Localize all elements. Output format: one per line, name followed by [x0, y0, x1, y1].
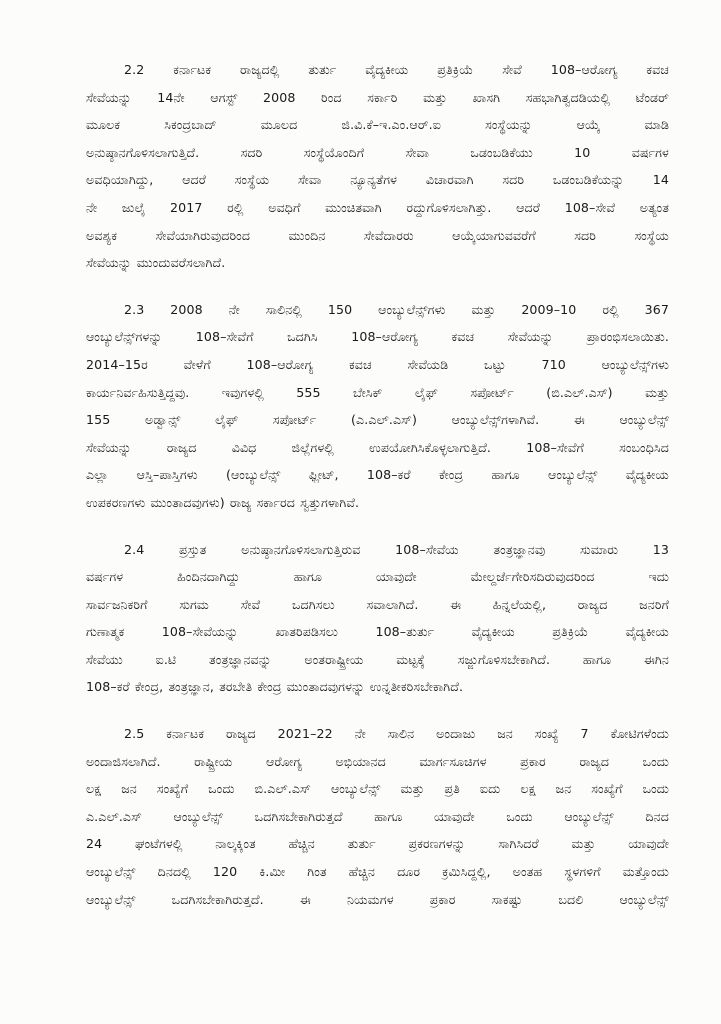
- text-line: ಸೇವೆಯು ಐ.ಟಿ ತಂತ್ರಜ್ಞಾನವನ್ನು ಅಂತರಾಷ್ಟ್ರೀಯ ಮಟ್ಟಕ್ಕೆ ಸಜ್ಜುಗೊಳಿಸಬೇಕಾಗಿದೆ. ಹಾಗೂ ಈಗಿನ: [86, 651, 669, 667]
- text-line: 108–ಕರೆ ಕೇಂದ್ರ, ತಂತ್ರಜ್ಞಾನ, ತರಬೇತಿ ಕೇಂದ್ರ ಮುಂತಾದವುಗಳನ್ನು ಉನ್ನತೀಕರಿಸಬೇಕಾಗಿದೆ.: [86, 679, 464, 695]
- paragraph-2-3: [86, 296, 669, 517]
- text-line: ಗುಣಾತ್ಮಕ 108–ಸೇವೆಯನ್ನು ಖಾತರಿಪಡಿಸಲು 108–ತುರ್ತು ವೈದ್ಯಕೀಯ ಪ್ರತಿಕ್ರಿಯೆ ವೈದ್ಯಕೀಯ: [86, 624, 669, 640]
- text-line: ಆಂಬ್ಯುಲೆನ್ಸ್‌ಗಳನ್ನು 108–ಸೇವೆಗೆ ಒದಗಿಸಿ 108–ಆರೋಗ್ಯ ಕವಚ ಸೇವೆಯನ್ನು ಪ್ರಾರಂಭಿಸಲಾಯಿತು.: [86, 329, 669, 345]
- text-line: ಆಂಬ್ಯುಲೆನ್ಸ್ ದಿನದಲ್ಲಿ 120 ಕಿ.ಮೀ ಗಿಂತ ಹೆಚ್ಚಿನ ದೂರ ಕ್ರಮಿಸಿದ್ದಲ್ಲಿ, ಅಂತಹ ಸ್ಥಳಗಳಿಗೆ ಮತ್ತೊಂದು: [86, 864, 669, 880]
- text-line: ಅವಧಿಯಾಗಿದ್ದು, ಆದರೆ ಸಂಸ್ಥೆಯ ಸೇವಾ ನ್ಯೂನ್ಯತೆಗಳ ವಿಚಾರವಾಗಿ ಸದರಿ ಒಡಂಬಡಿಕೆಯನ್ನು 14: [86, 172, 669, 188]
- text-line: 2.5 ಕರ್ನಾಟಕ ರಾಜ್ಯದ 2021–22 ನೇ ಸಾಲಿನ ಅಂದಾಜು ಜನ ಸಂಖ್ಯೆ 7 ಕೋಟಿಗಳೆಂದು: [124, 726, 669, 742]
- text-line: 2014–15ರ ವೇಳೆಗೆ 108–ಆರೋಗ್ಯ ಕವಚ ಸೇವೆಯಡಿ ಒಟ್ಟು 710 ಆಂಬ್ಯುಲೆನ್ಸ್‌ಗಳು: [86, 356, 669, 372]
- text-line: ಎ.ಎಲ್.ಎಸ್ ಆಂಬ್ಯುಲೆನ್ಸ್ ಒದಗಿಸಬೇಕಾಗಿರುತ್ತದೆ ಹಾಗೂ ಯಾವುದೇ ಒಂದು ಆಂಬ್ಯುಲೆನ್ಸ್ ದಿನದ: [86, 808, 669, 824]
- text-line: ಅವಶ್ಯಕ ಸೇವೆಯಾಗಿರುವುದರಿಂದ ಮುಂದಿನ ಸೇವೆದಾರರು ಆಯ್ಕೆಯಾಗುವವರೆಗೆ ಸದರಿ ಸಂಸ್ಥೆಯ: [86, 227, 669, 243]
- text-line: ಸಾರ್ವಜನಿಕರಿಗೆ ಸುಗಮ ಸೇವೆ ಒದಗಿಸಲು ಸವಾಲಾಗಿದೆ. ಈ ಹಿನ್ನಲೆಯಲ್ಲಿ, ರಾಜ್ಯದ ಜನರಿಗೆ: [86, 596, 669, 612]
- paragraph-2-4: [86, 536, 669, 702]
- text-line: ಕಾರ್ಯನಿರ್ವಹಿಸುತ್ತಿದ್ದವು. ಇವುಗಳಲ್ಲಿ 555 ಬೇಸಿಕ್ ಲೈಫ್ ಸಪೋರ್ಟ್ (ಬಿ.ಎಲ್.ಎಸ್) ಮತ್ತು: [86, 384, 669, 400]
- text-line: ಉಪಕರಣಗಳು ಮುಂತಾದವುಗಳು) ರಾಜ್ಯ ಸರ್ಕಾರದ ಸ್ವತ್ತುಗಳಾಗಿವೆ.: [86, 494, 360, 510]
- text-line: ಎಲ್ಲಾ ಆಸ್ತಿ–ಪಾಸ್ತಿಗಳು (ಆಂಬ್ಯುಲೆನ್ಸ್ ಫ್ಲೀಟ್, 108–ಕರೆ ಕೇಂದ್ರ ಹಾಗೂ ಆಂಬ್ಯುಲೆನ್ಸ್ ವೈದ್ಯಕೀಯ: [86, 467, 669, 483]
- paragraph-2-2: [86, 56, 669, 277]
- text-line: 2.4 ಪ್ರಸ್ತುತ ಅನುಷ್ಠಾನಗೊಳಿಸಲಾಗುತ್ತಿರುವ 108–ಸೇವೆಯ ತಂತ್ರಜ್ಞಾನವು ಸುಮಾರು 13: [124, 541, 669, 557]
- text-line: ಅನುಷ್ಠಾನಗೊಳಿಸಲಾಗುತ್ತಿದೆ. ಸದರಿ ಸಂಸ್ಥೆಯೊಂದಿಗೆ ಸೇವಾ ಒಡಂಬಡಿಕೆಯು 10 ವರ್ಷಗಳ: [86, 144, 669, 160]
- text-line: ಸೇವೆಯನ್ನು ಮುಂದುವರೆಸಲಾಗಿದೆ.: [86, 255, 226, 271]
- text-line: 2.3 2008 ನೇ ಸಾಲಿನಲ್ಲಿ 150 ಆಂಬ್ಯುಲೆನ್ಸ್‌ಗಳು ಮತ್ತು 2009–10 ರಲ್ಲಿ 367: [124, 301, 669, 317]
- text-line: 155 ಅಡ್ವಾನ್ಸ್ ಲೈಫ್ ಸಪೋರ್ಟ್ (ಎ.ಎಲ್.ಎಸ್) ಆಂಬ್ಯುಲೆನ್ಸ್‌ಗಳಾಗಿವೆ. ಈ ಆಂಬ್ಯುಲೆನ್ಸ್: [86, 412, 669, 428]
- text-line: ವರ್ಷಗಳ ಹಿಂದಿನದಾಗಿದ್ದು ಹಾಗೂ ಯಾವುದೇ ಮೇಲ್ದರ್ಜೆಗೇರಿಸದಿರುವುದರಿಂದ ಇದು: [86, 569, 669, 585]
- text-line: ಮೂಲಕ ಸಿಕಂದ್ರಬಾದ್ ಮೂಲದ ಜಿ.ವಿ.ಕೆ–ಇ.ಎಂ.ಆರ್.ಐ ಸಂಸ್ಥೆಯನ್ನು ಆಯ್ಕೆ ಮಾಡಿ: [86, 117, 669, 133]
- text-line: ಲಕ್ಷ ಜನ ಸಂಖ್ಯೆಗೆ ಒಂದು ಬಿ.ಎಲ್.ಎಸ್ ಆಂಬ್ಯುಲೆನ್ಸ್ ಮತ್ತು ಪ್ರತಿ ಐದು ಲಕ್ಷ ಜನ ಸಂಖ್ಯೆಗೆ ಒಂದು: [86, 781, 669, 797]
- text-line: ಆಂಬ್ಯುಲೆನ್ಸ್ ಒದಗಿಸಬೇಕಾಗಿರುತ್ತದೆ. ಈ ನಿಯಮಗಳ ಪ್ರಕಾರ ಸಾಕಷ್ಟು ಬದಲಿ ಆಂಬ್ಯುಲೆನ್ಸ್: [86, 891, 669, 907]
- text-line: ಸೇವೆಯನ್ನು ರಾಜ್ಯದ ವಿವಿಧ ಜಿಲ್ಲೆಗಳಲ್ಲಿ ಉಪಯೋಗಿಸಿಕೊಳ್ಳಲಾಗುತ್ತಿದೆ. 108–ಸೇವೆಗೆ ಸಂಬಂಧಿಸಿದ: [86, 439, 669, 455]
- text-line: ಸೇವೆಯನ್ನು 14ನೇ ಆಗಸ್ಟ್ 2008 ರಿಂದ ಸರ್ಕಾರಿ ಮತ್ತು ಖಾಸಗಿ ಸಹಭಾಗಿತ್ವದಡಿಯಲ್ಲಿ ಟೆಂಡರ್: [86, 89, 669, 105]
- text-line: ನೇ ಜುಲೈ 2017 ರಲ್ಲಿ ಅವಧಿಗೆ ಮುಂಚಿತವಾಗಿ ರದ್ದುಗೊಳಿಸಲಾಗಿತ್ತು. ಆದರೆ 108–ಸೇವೆ ಅತ್ಯಂತ: [86, 199, 669, 215]
- text-line: 2.2 ಕರ್ನಾಟಕ ರಾಜ್ಯದಲ್ಲಿ ತುರ್ತು ವೈದ್ಯಕೀಯ ಪ್ರತಿಕ್ರಿಯೆ ಸೇವೆ 108–ಆರೋಗ್ಯ ಕವಚ: [124, 62, 669, 77]
- text-line: ಅಂದಾಜಿಸಲಾಗಿದೆ. ರಾಷ್ಟ್ರೀಯ ಆರೋಗ್ಯ ಅಭಿಯಾನದ ಮಾರ್ಗಸೂಚಿಗಳ ಪ್ರಕಾರ ರಾಜ್ಯದ ಒಂದು: [86, 753, 669, 769]
- text-line: 24 ಘಂಟೆಗಳಲ್ಲಿ ನಾಲ್ಕಕ್ಕಿಂತ ಹೆಚ್ಚಿನ ತುರ್ತು ಪ್ರಕರಣಗಳನ್ನು ಸಾಗಿಸಿದರೆ ಮತ್ತು ಯಾವುದೇ: [86, 836, 669, 852]
- paragraph-2-5: [86, 720, 669, 913]
